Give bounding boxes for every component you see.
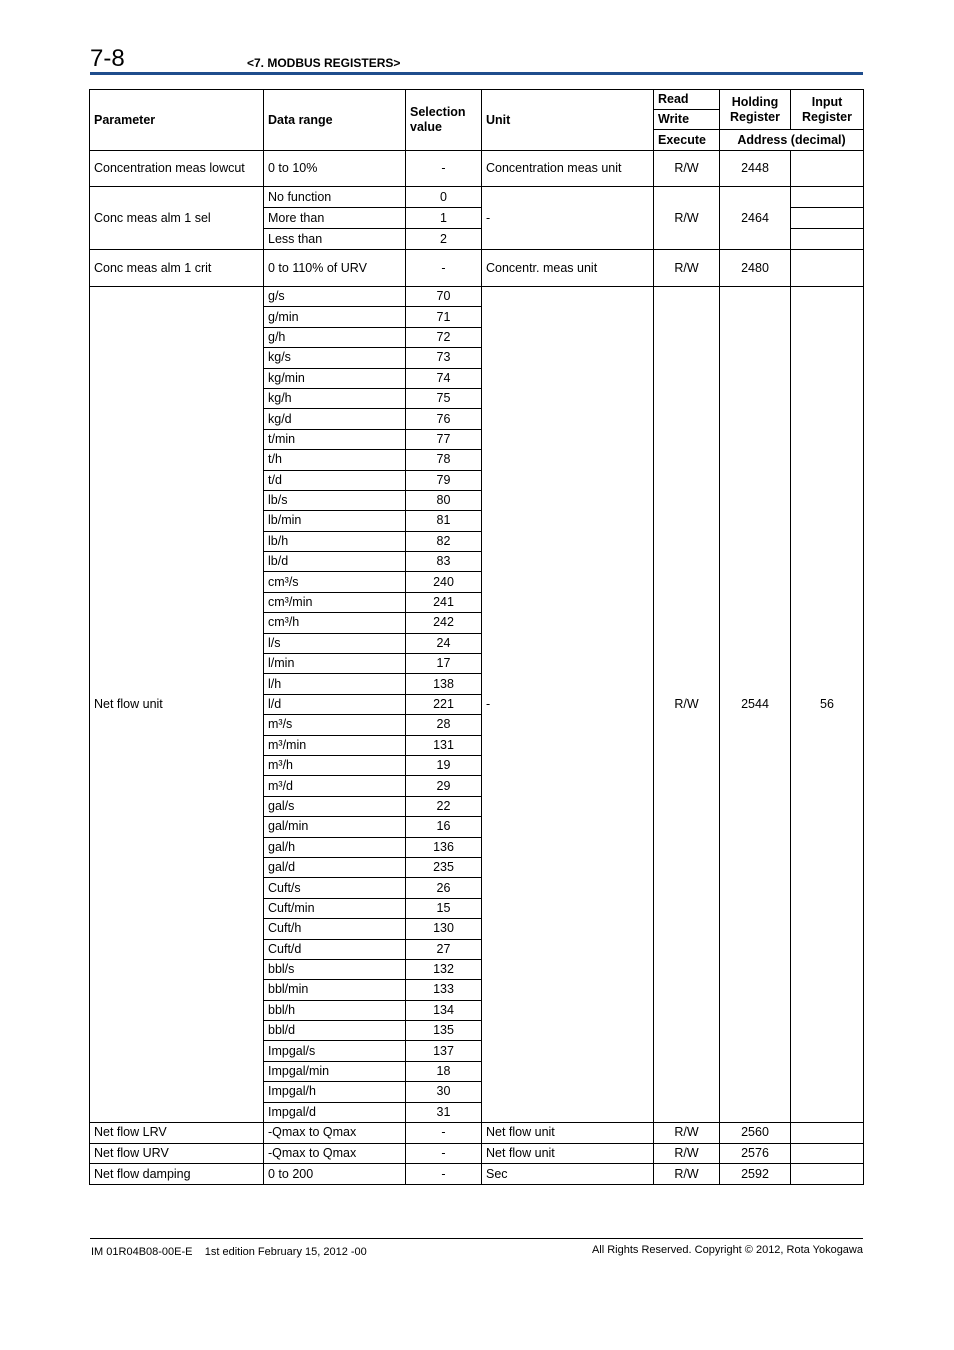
- selection-value-cell: -: [406, 250, 482, 287]
- data-range-cell: kg/h: [264, 388, 406, 408]
- header-parameter: Parameter: [90, 90, 264, 151]
- selection-value-cell: 22: [406, 796, 482, 816]
- data-range-cell: bbl/s: [264, 959, 406, 979]
- selection-value-cell: 133: [406, 980, 482, 1000]
- selection-value-cell: 132: [406, 959, 482, 979]
- input-register-cell: 56: [791, 287, 864, 1123]
- unit-cell: Sec: [482, 1164, 654, 1185]
- selection-value-cell: 130: [406, 919, 482, 939]
- selection-value-cell: 72: [406, 327, 482, 347]
- header-write: Write: [654, 110, 720, 130]
- holding-register-cell: 2544: [720, 287, 791, 1123]
- holding-register-cell: 2592: [720, 1164, 791, 1185]
- selection-value-cell: 241: [406, 592, 482, 612]
- data-range-cell: lb/min: [264, 511, 406, 531]
- selection-value-cell: 221: [406, 694, 482, 714]
- selection-value-cell: 80: [406, 490, 482, 510]
- parameter-cell: Conc meas alm 1 crit: [90, 250, 264, 287]
- data-range-cell: Impgal/h: [264, 1082, 406, 1102]
- data-range-cell: t/h: [264, 450, 406, 470]
- input-register-cell: [791, 229, 864, 250]
- selection-value-cell: 81: [406, 511, 482, 531]
- selection-value-cell: 83: [406, 552, 482, 572]
- data-range-cell: Cuft/s: [264, 878, 406, 898]
- selection-value-cell: 235: [406, 857, 482, 877]
- data-range-cell: gal/min: [264, 817, 406, 837]
- table-row: [90, 1143, 864, 1164]
- selection-value-cell: 16: [406, 817, 482, 837]
- selection-value-cell: 137: [406, 1041, 482, 1061]
- data-range-cell: No function: [264, 187, 406, 208]
- selection-value-cell: 18: [406, 1061, 482, 1081]
- selection-value-cell: 138: [406, 674, 482, 694]
- selection-value-cell: 24: [406, 633, 482, 653]
- data-range-cell: bbl/h: [264, 1000, 406, 1020]
- unit-cell: -: [482, 287, 654, 1123]
- unit-cell: Net flow unit: [482, 1123, 654, 1144]
- selection-value-cell: 30: [406, 1082, 482, 1102]
- access-cell: R/W: [654, 151, 720, 187]
- header-input-register: Input Register: [791, 90, 864, 130]
- selection-value-cell: 15: [406, 898, 482, 918]
- selection-value-cell: -: [406, 1164, 482, 1185]
- access-cell: R/W: [654, 250, 720, 287]
- selection-value-cell: 73: [406, 348, 482, 368]
- data-range-cell: -Qmax to Qmax: [264, 1123, 406, 1144]
- parameter-cell: Concentration meas lowcut: [90, 151, 264, 187]
- selection-value-cell: 136: [406, 837, 482, 857]
- table-row: [90, 187, 864, 208]
- selection-value-cell: -: [406, 1143, 482, 1164]
- data-range-cell: m³/d: [264, 776, 406, 796]
- parameter-cell: Conc meas alm 1 sel: [90, 187, 264, 250]
- selection-value-cell: 2: [406, 229, 482, 250]
- selection-value-cell: -: [406, 151, 482, 187]
- data-range-cell: g/min: [264, 307, 406, 327]
- data-range-cell: gal/h: [264, 837, 406, 857]
- data-range-cell: Cuft/min: [264, 898, 406, 918]
- data-range-cell: m³/min: [264, 735, 406, 755]
- table-row: [90, 287, 864, 307]
- data-range-cell: lb/h: [264, 531, 406, 551]
- selection-value-cell: 1: [406, 208, 482, 229]
- selection-value-cell: 240: [406, 572, 482, 592]
- access-cell: R/W: [654, 287, 720, 1123]
- data-range-cell: t/d: [264, 470, 406, 490]
- data-range-cell: cm³/min: [264, 592, 406, 612]
- selection-value-cell: 17: [406, 654, 482, 674]
- data-range-cell: m³/h: [264, 755, 406, 775]
- access-cell: R/W: [654, 1123, 720, 1144]
- header-holding-register: Holding Register: [720, 90, 791, 130]
- table-row: [90, 1164, 864, 1185]
- data-range-cell: cm³/s: [264, 572, 406, 592]
- access-cell: R/W: [654, 1143, 720, 1164]
- header-address: Address (decimal): [720, 130, 864, 151]
- input-register-cell: [791, 187, 864, 208]
- data-range-cell: 0 to 110% of URV: [264, 250, 406, 287]
- input-register-cell: [791, 250, 864, 287]
- access-cell: R/W: [654, 1164, 720, 1185]
- header-unit: Unit: [482, 90, 654, 151]
- data-range-cell: bbl/d: [264, 1021, 406, 1041]
- unit-cell: -: [482, 187, 654, 250]
- data-range-cell: Cuft/d: [264, 939, 406, 959]
- parameter-cell: Net flow URV: [90, 1143, 264, 1164]
- selection-value-cell: 71: [406, 307, 482, 327]
- footer-rule: [90, 1238, 863, 1239]
- table-row: [90, 1123, 864, 1144]
- header-rule: [90, 72, 863, 75]
- input-register-cell: [791, 208, 864, 229]
- data-range-cell: bbl/min: [264, 980, 406, 1000]
- unit-cell: Concentr. meas unit: [482, 250, 654, 287]
- footer-doc-id: IM 01R04B08-00E-E: [91, 1246, 193, 1258]
- header-execute: Execute: [654, 130, 720, 151]
- data-range-cell: Impgal/s: [264, 1041, 406, 1061]
- access-cell: R/W: [654, 187, 720, 250]
- data-range-cell: 0 to 200: [264, 1164, 406, 1185]
- header-read: Read: [654, 90, 720, 110]
- selection-value-cell: 19: [406, 755, 482, 775]
- selection-value-cell: -: [406, 1123, 482, 1144]
- unit-cell: Concentration meas unit: [482, 151, 654, 187]
- data-range-cell: -Qmax to Qmax: [264, 1143, 406, 1164]
- data-range-cell: kg/d: [264, 409, 406, 429]
- holding-register-cell: 2480: [720, 250, 791, 287]
- footer-edition: 1st edition February 15, 2012 -00: [204, 1246, 367, 1258]
- data-range-cell: More than: [264, 208, 406, 229]
- footer-document-id: [91, 1246, 367, 1258]
- parameter-cell: Net flow unit: [90, 287, 264, 1123]
- data-range-cell: Cuft/h: [264, 919, 406, 939]
- selection-value-cell: 79: [406, 470, 482, 490]
- footer-copyright: All Rights Reserved. Copyright © 2012, Rota Yokogawa: [591, 1244, 863, 1256]
- data-range-cell: Impgal/d: [264, 1102, 406, 1122]
- selection-value-cell: 28: [406, 715, 482, 735]
- selection-value-cell: 70: [406, 287, 482, 307]
- parameter-cell: Net flow damping: [90, 1164, 264, 1185]
- data-range-cell: l/d: [264, 694, 406, 714]
- data-range-cell: g/h: [264, 327, 406, 347]
- holding-register-cell: 2576: [720, 1143, 791, 1164]
- data-range-cell: Impgal/min: [264, 1061, 406, 1081]
- data-range-cell: gal/d: [264, 857, 406, 877]
- selection-value-cell: 76: [406, 409, 482, 429]
- selection-value-cell: 78: [406, 450, 482, 470]
- page-number: 7-8: [90, 45, 125, 72]
- selection-value-cell: 0: [406, 187, 482, 208]
- selection-value-cell: 82: [406, 531, 482, 551]
- holding-register-cell: 2448: [720, 151, 791, 187]
- data-range-cell: 0 to 10%: [264, 151, 406, 187]
- data-range-cell: m³/s: [264, 715, 406, 735]
- input-register-cell: [791, 1123, 864, 1144]
- selection-value-cell: 242: [406, 613, 482, 633]
- selection-value-cell: 135: [406, 1021, 482, 1041]
- selection-value-cell: 134: [406, 1000, 482, 1020]
- selection-value-cell: 77: [406, 429, 482, 449]
- selection-value-cell: 75: [406, 388, 482, 408]
- input-register-cell: [791, 1143, 864, 1164]
- input-register-cell: [791, 151, 864, 187]
- header-selection-value: Selection value: [406, 90, 482, 151]
- parameter-cell: Net flow LRV: [90, 1123, 264, 1144]
- data-range-cell: cm³/h: [264, 613, 406, 633]
- data-range-cell: lb/s: [264, 490, 406, 510]
- modbus-register-table: [89, 89, 864, 1185]
- selection-value-cell: 26: [406, 878, 482, 898]
- data-range-cell: l/min: [264, 654, 406, 674]
- data-range-cell: lb/d: [264, 552, 406, 572]
- selection-value-cell: 74: [406, 368, 482, 388]
- section-title: <7. MODBUS REGISTERS>: [247, 56, 401, 70]
- holding-register-cell: 2560: [720, 1123, 791, 1144]
- data-range-cell: l/h: [264, 674, 406, 694]
- header-data-range: Data range: [264, 90, 406, 151]
- holding-register-cell: 2464: [720, 187, 791, 250]
- selection-value-cell: 27: [406, 939, 482, 959]
- table-row: [90, 250, 864, 287]
- selection-value-cell: 31: [406, 1102, 482, 1122]
- data-range-cell: t/min: [264, 429, 406, 449]
- data-range-cell: l/s: [264, 633, 406, 653]
- data-range-cell: kg/min: [264, 368, 406, 388]
- table-row: [90, 151, 864, 187]
- data-range-cell: g/s: [264, 287, 406, 307]
- data-range-cell: kg/s: [264, 348, 406, 368]
- data-range-cell: gal/s: [264, 796, 406, 816]
- selection-value-cell: 29: [406, 776, 482, 796]
- selection-value-cell: 131: [406, 735, 482, 755]
- unit-cell: Net flow unit: [482, 1143, 654, 1164]
- data-range-cell: Less than: [264, 229, 406, 250]
- input-register-cell: [791, 1164, 864, 1185]
